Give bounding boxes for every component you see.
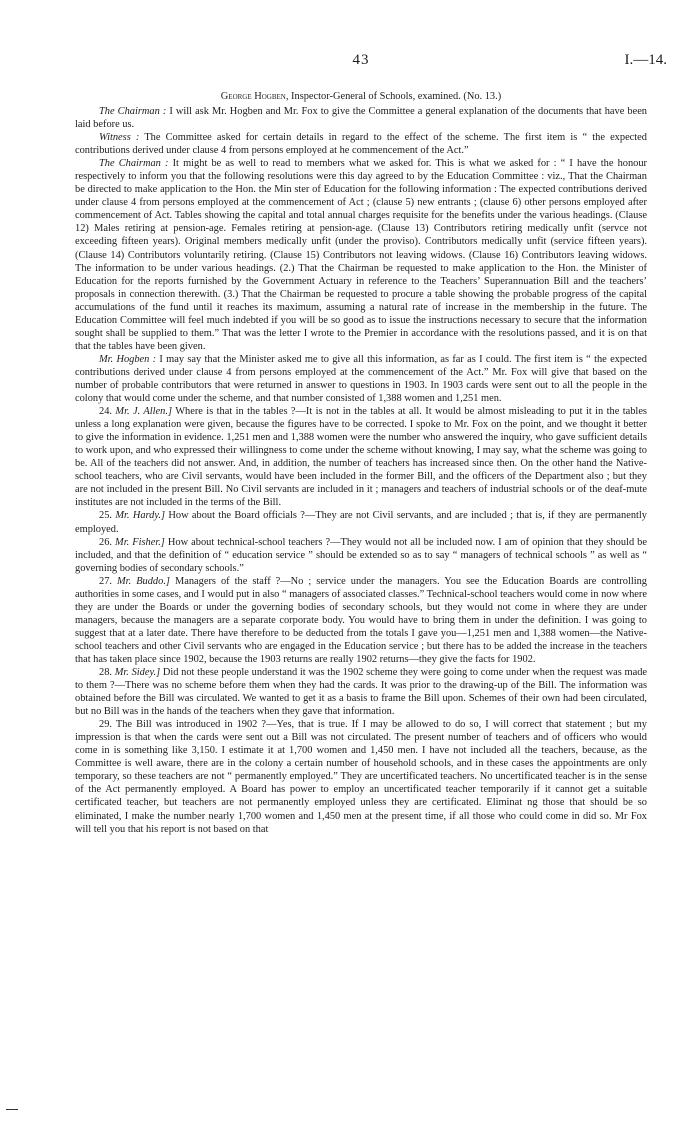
paragraph-text: It might be as well to read to members what we asked for. This is what we asked for : “ I have the honour respectively to inform you that the following resolutions were this day agreed to by the Education Committee : viz., That the Chairman be directed to make application to the Hon. the Min ster of Education for the following information : The expected contributions derived under clause 4 from persons employed at the commencement of Act ; (clause 5) new entrants ; (clause 6) other persons employed after commencement of Act. Tables showing the capital and total annual charges requisite for the benefits under the various headings. (Clause 12) Males retiring at pension-age. Females retiring at pension-age. (Clause 13) Contributors retiring medically unfit (servce not exceeding fifteen years). Original members medically unfit (under the proviso). Contributors medically unfit (service fifteen years). (Clause 14) Contributors voluntarily retiring. (Clause 15) Contributors not leaving widows. (Clause 16) Contributors leaving widows. The information to be under various headings. (2.) That the Chairman be requested to make application to the Hon. the Minister of Education for the reports furnished by the Government Actuary in reference to the Teachers’ Superannuation Bill and the teachers’ proposals in connection therewith. (3.) That the Chairman be requested to procure a table showing the probable progress of the capital accumulations of the fund until it reaches its maximum, assuming a natural rate of increase in the membership in the future. The Education Committee will feel much indebted if you will be so good as to issue the instructions necessary to secure that the information sought shall be supplied to them.” That was the letter I wrote to the Premier in accordance with the resolutions passed, and it is on that that the tables have been given.: [75, 158, 648, 352]
question-number: 28.: [99, 667, 112, 679]
paragraph-text: The Committee asked for certain details in regard to the effect of the scheme. The first item is “ the expected contributions derived under clause 4 from persons employed at he commencement of the Act.”: [75, 132, 647, 157]
paragraph: [75, 353, 647, 405]
question-number: 25.: [99, 510, 112, 522]
paragraph-text: I will ask Mr. Hogben and Mr. Fox to give the Committee a general explanation of the documents that have been laid before us.: [75, 106, 647, 131]
margin-mark: [6, 1109, 18, 1110]
page-header: [75, 52, 667, 90]
witness-title: , Inspector-General of Schools, examined. (No. 13.): [285, 91, 502, 102]
paragraph-text: The Bill was introduced in 1902 ?—Yes, that is true. If I may be allowed to do so, I will correct that statement ; but my impression is that when the cards were sent out a Bill was not circulated. The present number of teachers and of officers who would come in is something like 3,150. I estimate it at 1,700 women and 1,450 men. I have not included all the teachers, because, as the Committee is well aware, there are in the colony a certain number of household schools, and in these cases the appointments are only temporary, so these teachers are not “ permanently employed.” They are uncertificated teachers. No uncertificated teacher is in the sense of the Act permanently employed. A Board has power to employ an uncertificated teacher temporarily if it cannot get a suitable certificated teacher, but teachers are not permanently employed unless they are certificated. Eliminat ng those that should be so eliminated, I make the number nearly 1,700 women and 1,450 men at the present time, if all those who could come in did so. Mr Fox will tell you that his report is not based on that: [75, 719, 647, 835]
paragraph: [75, 509, 647, 535]
paragraph-text: I may say that the Minister asked me to give all this information, as far as I could. The first item is “ the expected contributions derived under clause 4 from persons employed at the commencement of the Act.” Mr. Fox will give that based on the number of probable contributors that were returned in answer to questions in 1903. In 1903 cards were sent out to all the people in the colony that would come under the scheme, and that number consisted of 1,388 women and 1,251 men.: [75, 353, 647, 405]
speaker-label: Mr. J. Allen.]: [115, 406, 172, 418]
speaker-label: Mr. Sidey.]: [114, 667, 161, 679]
witness-heading: [75, 90, 647, 103]
question-number: 26.: [99, 536, 112, 548]
speaker-label: Mr. Buddo.]: [117, 575, 170, 587]
page-number: 43: [352, 52, 370, 68]
question-number: 29.: [99, 719, 112, 731]
question-number: 24.: [99, 406, 112, 418]
speaker-label: Witness :: [99, 132, 140, 144]
paragraph: [75, 405, 647, 509]
witness-name: George Hogben: [220, 91, 286, 102]
paragraph-text: Did not these people understand it was the 1902 scheme they were going to come under when the request was made to them ?—There was no scheme before them when they had the cards. It was prior to the drawing-up of the Bill. The information was obtained before the Bill was circulated. We wanted to get it as a basis to frame the Bill upon. Schemes of their own had been circulated, but no Bill was in the hands of the teachers when they gave that information.: [75, 667, 648, 718]
document-reference: I.—14.: [624, 52, 667, 68]
paragraph: [75, 575, 647, 666]
speaker-label: The Chairman :: [99, 106, 167, 117]
question-number: 27.: [99, 575, 112, 587]
paragraph-text: How about technical-school teachers ?—They would not all be included now. I am of opinion that they should be included, and that the definition of “ education service ” should be extended so as to say “ managers of technical schools ” as well as “ governing bodies of secondary schools.”: [75, 536, 647, 574]
speaker-label: Mr. Fisher.]: [115, 536, 165, 548]
paragraph-text: Managers of the staff ?—No ; service under the managers. You see the Education Boards are controlling authorities in some cases, and I would put in also “ managers of associated classes.” Technical-school teachers would come in now where they are under the Boards or under the governing bodies of secondary schools, but they would not come in where they are under managers, because the managers are a separate corporate body. You would have to bring them in under the definition. I was going to suggest that at a later date. There have therefore to be deducted from the totals I gave you—1,251 men and 1,388 women—the Native-school teachers and other Civil servants who are engaged in the Education service ; but there has to be added the increase in the teachers that has taken place since 1902, because the 1903 returns are really 1902 returns—they give the facts for 1902.: [75, 575, 647, 665]
paragraph: [75, 536, 647, 575]
document-page: [75, 0, 667, 836]
paragraph: [75, 718, 647, 835]
paragraph: [75, 666, 647, 718]
paragraph: [75, 105, 647, 131]
speaker-label: Mr. Hardy.]: [115, 510, 166, 522]
paragraph-text: Where is that in the tables ?—It is not in the tables at all. It would be almost misleading to put it in the tables unless a long explanation were given, because the figures have to be corrected. I spoke to Mr. Fox on the point, and we thought it better to give the information in evidence. 1,251 men and 1,388 women were the number who answered the inquiry, who gave sufficient details to work upon, and who expressed their willingness to come under the scheme without knowing, I may say, what the scheme was going to be. All of the teachers did not answer. And, in addition, the number of teachers has increased since then. On the other hand the Native-school teachers, who are Civil servants, would have been included in the former Bill, and the officers of the Department also ; but they are not included in the present Bill. No Civil servants are included in it ; managers and teachers of industrial schools or of the deaf-mute institutes are not included in the terms of the Bill.: [75, 406, 647, 509]
testimony-body: [75, 105, 647, 836]
paragraph: [75, 157, 647, 353]
paragraph: [75, 131, 647, 157]
speaker-label: The Chairman :: [99, 158, 169, 170]
speaker-label: Mr. Hogben :: [99, 353, 157, 365]
paragraph-text: How about the Board officials ?—They are not Civil servants, and are included ; that is, if they are permanently employed.: [75, 510, 647, 535]
